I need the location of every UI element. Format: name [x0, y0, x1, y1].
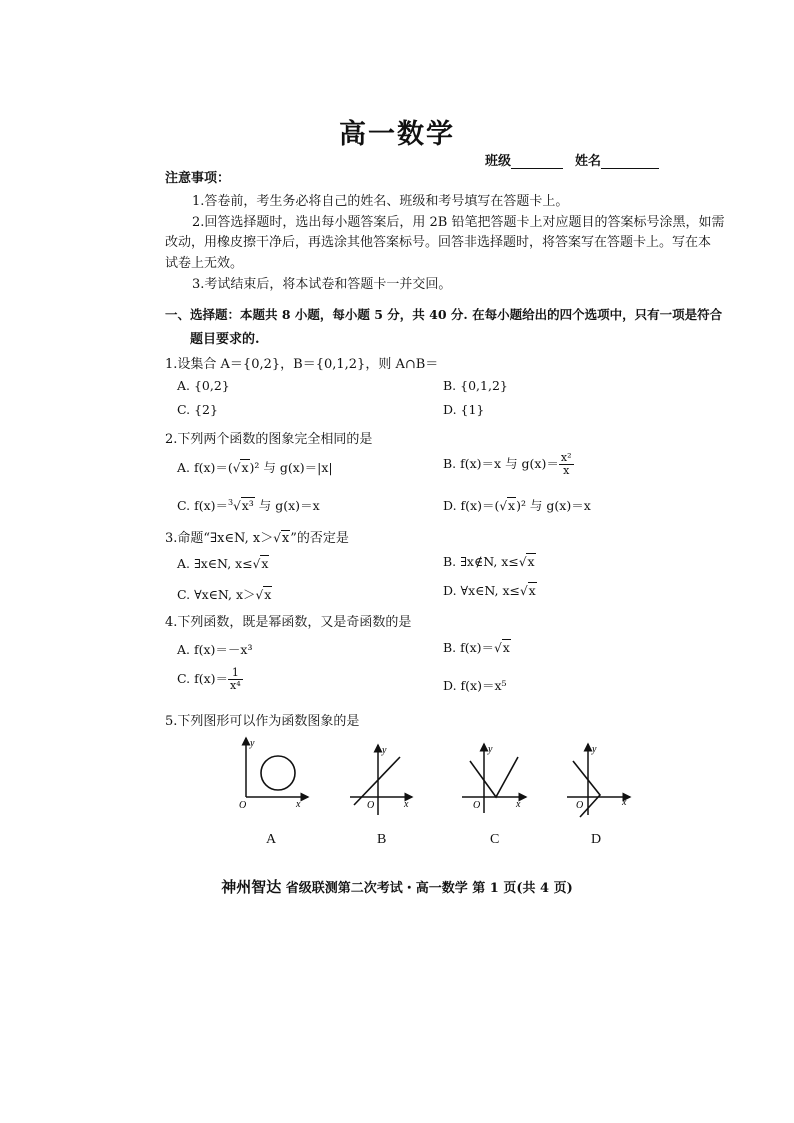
graph-b-x-label: x	[404, 799, 409, 810]
q5-stem: 5.下列图形可以作为函数图象的是	[165, 714, 360, 729]
sqrt-sign: √	[252, 557, 261, 571]
sqrt-sign: √	[519, 584, 528, 598]
footer-brand: 神州智达	[221, 878, 282, 896]
q2a-pre: A. f(x)＝(	[177, 460, 233, 475]
q4b-rad: x	[502, 640, 510, 655]
sqrt-sign: √	[494, 641, 502, 655]
footer-text: 省级联测第二次考试・高一数学 第 1 页(共 4 页)	[281, 881, 573, 896]
q1-option-d[interactable]: D. {1}	[443, 402, 485, 417]
q3-option-d[interactable]	[443, 583, 537, 598]
q4c-num: 1	[228, 667, 243, 680]
q3a-rad: x	[261, 556, 269, 571]
notice-line2c: 试卷上无效。	[165, 256, 244, 271]
q4-option-b[interactable]	[443, 638, 511, 656]
graph-b-line	[354, 757, 400, 805]
q4-option-a[interactable]: A. f(x)＝－x³	[177, 642, 253, 657]
q3a-pre: A. ∃x∈N, x≤	[177, 556, 253, 571]
q3b-rad: x	[527, 554, 535, 569]
graph-b[interactable]	[350, 745, 412, 815]
graph-label-b: B	[377, 832, 387, 847]
notice-line2a: 2.回答选择题时，选出每小题答案后，用 2B 铅笔把答题卡上对应题目的答案标号涂黑，如需	[192, 215, 725, 230]
q4c-den: x⁴	[230, 679, 241, 692]
section1-line2: 题目要求的.	[190, 332, 260, 347]
q3-option-a[interactable]	[177, 556, 269, 571]
graph-a-circle	[261, 756, 295, 790]
graph-label-a: A	[266, 832, 277, 847]
graph-c-origin: O	[473, 800, 481, 811]
q2b-pre: B. f(x)＝x 与 g(x)＝	[443, 456, 559, 471]
q3-stem-rad: x	[281, 531, 290, 546]
q3-stem-post: ”的否定是	[290, 531, 349, 546]
sqrt-sign: √	[233, 499, 241, 513]
sqrt-sign: √	[232, 461, 241, 475]
q2c-index: 3	[228, 497, 234, 507]
q2b-fraction	[559, 452, 574, 477]
q2d-pre: D. f(x)＝(	[443, 498, 500, 513]
q3-stem-pre: 3.命题“∃x∈N, x＞	[165, 531, 274, 546]
q2-option-b[interactable]	[443, 452, 574, 477]
q3b-pre: B. ∃x∉N, x≤	[443, 554, 519, 569]
graph-b-y-label: y	[382, 745, 387, 756]
graph-d-y-label: y	[592, 744, 597, 755]
q2-stem: 2.下列两个函数的图象完全相同的是	[165, 432, 373, 447]
sqrt-sign: √	[499, 499, 507, 513]
graph-a[interactable]	[239, 738, 308, 811]
notice-heading: 注意事项：	[165, 171, 231, 186]
graph-c-vline	[470, 757, 518, 797]
q2b-num: x²	[560, 451, 572, 464]
graph-label-d: D	[591, 832, 602, 847]
q2-option-c[interactable]	[177, 496, 320, 514]
q2c-rad: x³	[241, 498, 254, 513]
student-info	[485, 150, 659, 169]
q2d-post: )² 与 g(x)＝x	[516, 498, 591, 513]
q4c-fraction	[228, 667, 243, 692]
q2d-rad: x	[508, 498, 516, 513]
graph-c[interactable]	[462, 744, 526, 813]
graph-c-x-label: x	[516, 799, 521, 810]
graph-a-y-label: y	[250, 738, 255, 749]
sqrt-sign: √	[255, 588, 264, 602]
graph-a-origin: O	[239, 800, 247, 811]
name-label: 姓名	[575, 154, 602, 169]
q1-option-c[interactable]: C. {2}	[177, 402, 218, 417]
graph-label-c: C	[490, 832, 500, 847]
graph-d-origin: O	[576, 800, 584, 811]
notice-line2b: 改动，用橡皮擦干净后，再选涂其他答案标号。回答非选择题时，将答案写在答题卡上。写在本	[165, 235, 712, 250]
class-blank[interactable]	[511, 156, 563, 169]
q2b-den: x	[563, 464, 570, 477]
q2c-post: 与 g(x)＝x	[254, 498, 320, 513]
q4-stem: 4.下列函数，既是幂函数，又是奇函数的是	[165, 615, 412, 630]
graph-d-x-label: x	[622, 797, 627, 808]
graph-a-x-label: x	[296, 799, 301, 810]
q5-graphs	[230, 735, 650, 855]
q2-option-d[interactable]	[443, 496, 591, 514]
graph-c-y-label: y	[488, 744, 493, 755]
q3c-rad: x	[264, 587, 272, 602]
q1-stem: 1.设集合 A＝{0,2}，B＝{0,1,2}，则 A∩B＝	[165, 357, 439, 372]
q2a-rad: x	[241, 460, 249, 475]
q2c-pre: C. f(x)＝	[177, 498, 228, 513]
notice-line3: 3.考试结束后，将本试卷和答题卡一并交回。	[192, 277, 452, 292]
q4-option-d[interactable]: D. f(x)＝x⁵	[443, 678, 507, 693]
sqrt-sign: √	[273, 531, 281, 545]
q1-option-b[interactable]: B. {0,1,2}	[443, 378, 508, 393]
page-title: 高一数学	[339, 119, 455, 150]
name-blank[interactable]	[601, 156, 659, 169]
notice-line1: 1.答卷前，考生务必将自己的姓名、班级和考号填写在答题卡上。	[192, 194, 569, 209]
graph-b-origin: O	[367, 800, 375, 811]
q3d-pre: D. ∀x∈N, x≤	[443, 583, 520, 598]
sqrt-sign: √	[518, 555, 527, 569]
q4-option-c[interactable]	[177, 667, 243, 692]
q1-option-a[interactable]: A. {0,2}	[177, 378, 230, 393]
q3d-rad: x	[528, 583, 536, 598]
section1-line1: 一、选择题：本题共 8 小题，每小题 5 分，共 40 分. 在每小题给出的四个选项中，只有一项是符合	[165, 307, 723, 322]
q3-stem	[165, 527, 349, 546]
class-label: 班级	[485, 154, 512, 169]
q4b-pre: B. f(x)＝	[443, 640, 495, 655]
q3c-pre: C. ∀x∈N, x＞	[177, 587, 256, 602]
page-footer	[0, 876, 794, 897]
q3-option-c[interactable]	[177, 585, 272, 603]
q3-option-b[interactable]	[443, 554, 536, 569]
q2-option-a[interactable]	[177, 458, 333, 476]
q2a-post: )² 与 g(x)＝|x|	[249, 460, 333, 475]
q4c-pre: C. f(x)＝	[177, 671, 228, 686]
graph-d[interactable]	[567, 744, 630, 817]
